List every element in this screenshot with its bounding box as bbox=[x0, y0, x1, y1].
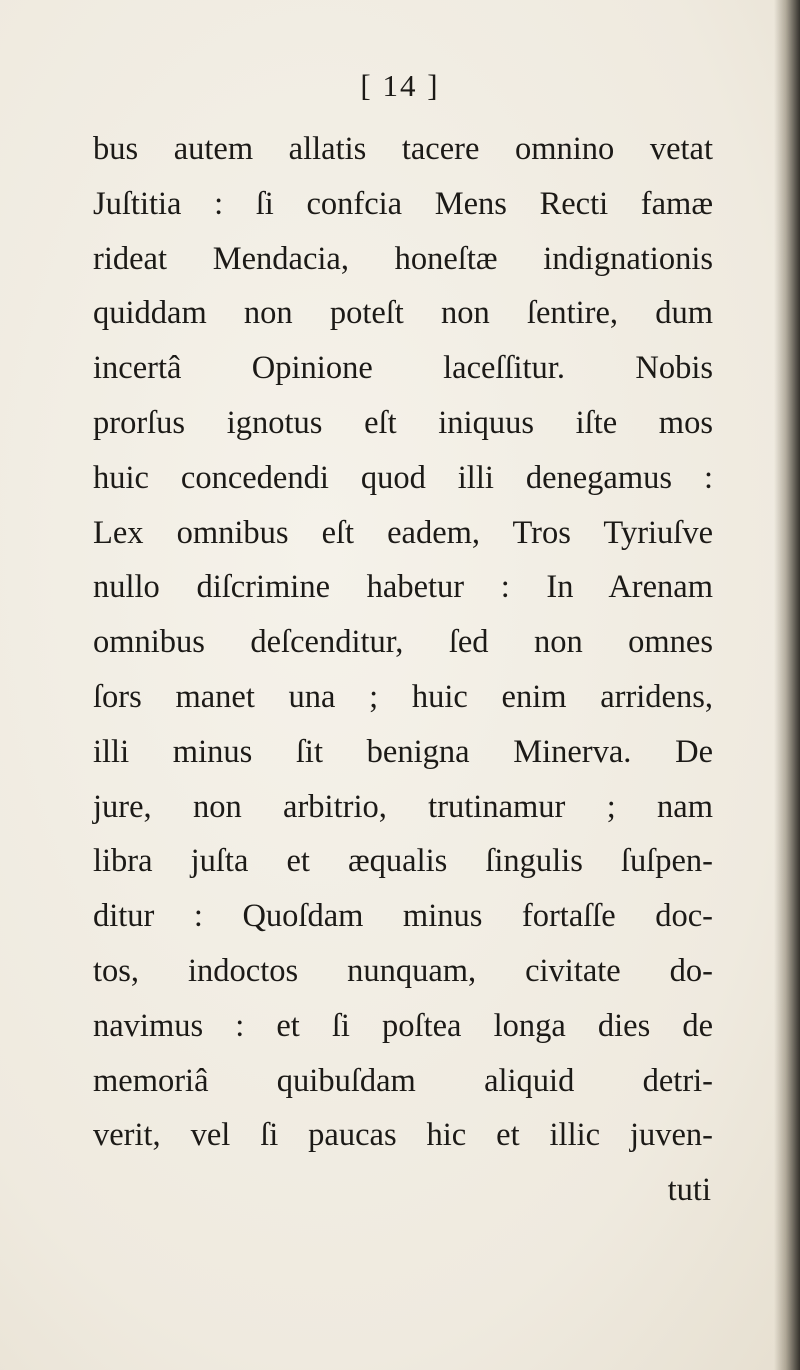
text-line: jure, non arbitrio, trutinamur ; nam bbox=[93, 788, 713, 825]
catchword: tuti bbox=[667, 1172, 711, 1209]
body-text bbox=[93, 122, 713, 1218]
text-line: ſors manet una ; huic enim arridens, bbox=[93, 678, 713, 715]
page-number-header: [ 14 ] bbox=[360, 68, 440, 103]
text-line: illi minus ſit benigna Minerva. De bbox=[93, 733, 713, 770]
text-line: navimus : et ſi poſtea longa dies de bbox=[93, 1007, 713, 1044]
text-line: memoriâ quibuſdam aliquid detri- bbox=[93, 1062, 713, 1099]
text-line: omnibus deſcenditur, ſed non omnes bbox=[93, 624, 713, 661]
text-line: ditur : Quoſdam minus fortaſſe doc- bbox=[93, 898, 713, 935]
text-line: rideat Mendacia, honeſtæ indignationis bbox=[93, 240, 713, 277]
text-line: incertâ Opinione laceſſitur. Nobis bbox=[93, 350, 713, 387]
text-line: Juſtitia : ſi confcia Mens Recti famæ bbox=[93, 185, 713, 222]
text-line: nullo diſcrimine habetur : In Arenam bbox=[93, 569, 713, 606]
text-line: quiddam non poteſt non ſentire, dum bbox=[93, 295, 713, 332]
text-line: huic concedendi quod illi denegamus : bbox=[93, 459, 713, 496]
page-edge-shadow bbox=[774, 0, 800, 1370]
text-line: prorſus ignotus eſt iniquus iſte mos bbox=[93, 404, 713, 441]
text-line: bus autem allatis tacere omnino vetat bbox=[93, 131, 713, 167]
text-line: tos, indoctos nunquam, civitate do- bbox=[93, 952, 713, 989]
text-line: verit, vel ſi paucas hic et illic juven- bbox=[93, 1117, 713, 1154]
text-line: Lex omnibus eſt eadem, Tros Tyriuſve bbox=[93, 514, 713, 551]
text-line: libra juſta et æqualis ſingulis ſuſpen- bbox=[93, 843, 713, 880]
